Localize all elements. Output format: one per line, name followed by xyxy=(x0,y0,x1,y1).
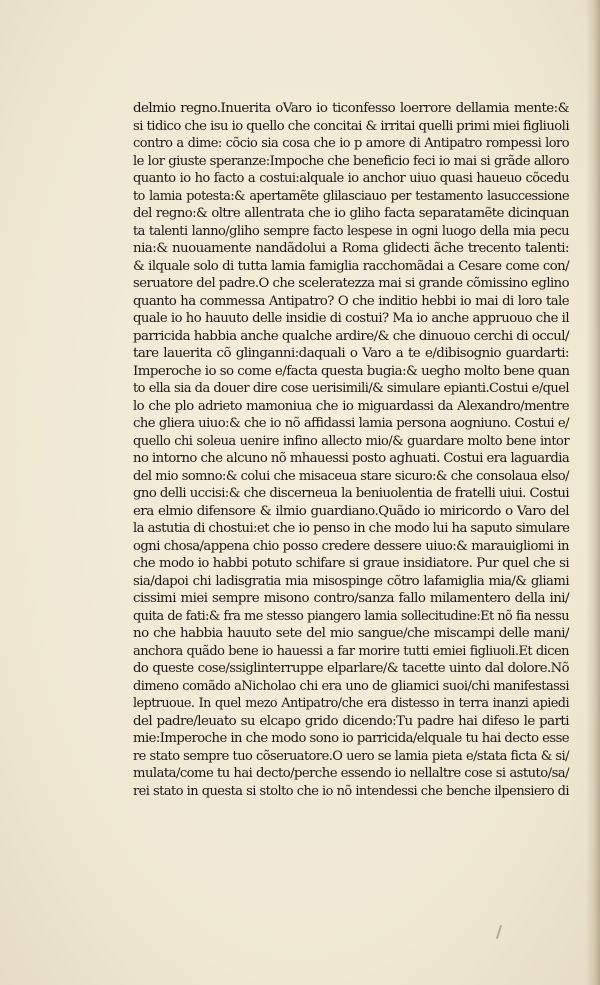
text-line: quale io ho hauuto delle insidie di costui? Ma io anche appruouo che il xyxy=(133,311,569,326)
text-line: Imperoche io so come e/facta questa bugia:& uegho molto bene quan xyxy=(133,363,570,379)
text-line: do queste cose/ssiglinterruppe elparlare/& tacette uinto dal dolore.Nõ xyxy=(133,661,569,676)
text-line: ta talenti lanno/gliho sempre facto lespese in ogni luogo della mia pecu xyxy=(133,223,569,239)
text-line: lo che plo adrieto mamoniua che io miguardassi da Alexandro/mentre xyxy=(133,398,569,414)
text-line: rei stato in questa si stolto che io nõ intendessi che benche ilpensiero di xyxy=(133,783,569,799)
text-line: la astutia di chostui:et che io penso in che modo lui ha saputo simulare xyxy=(133,521,570,536)
text-line: che gliera uiuo:& che io nõ affidassi lamia persona aogniuno. Costui e/ xyxy=(133,416,569,431)
text-line: del mio somno:& colui che misaceua stare sicuro:& che consolaua elso/ xyxy=(133,468,569,484)
text-line: ogni chosa/appena chio posso credere dessere uiuo:& marauigliomi in xyxy=(133,538,569,554)
text-line: quita de fati:& fra me stesso piangero lamia sollecitudine:Et nõ fia nessu xyxy=(133,608,569,624)
text-line: si tidico che isu io quello che concitai & irritai quelli primi miei figliuoli xyxy=(133,118,569,134)
text-line: contro a dime: cõcio sia cosa che io p amore di Antipatro rompessi loro xyxy=(133,136,569,151)
text-line: era elmio difensore & ilmio guardiano.Quãdo io miricordo o Varo del xyxy=(133,503,569,519)
text-line: quanto ha commessa Antipatro? O che inditio hebbi io mai di loro tale xyxy=(133,293,569,309)
ink-mark xyxy=(496,925,502,939)
text-line: del padre/leuato su elcapo grido dicendo:Tu padre hai difeso le parti xyxy=(133,713,569,729)
text-line: mie:Imperoche in che modo sono io parricida/elquale tu hai decto esse xyxy=(133,731,570,746)
text-line: le lor giuste speranze:Impoche che beneficio feci io mai si grãde alloro xyxy=(133,153,569,169)
text-line: anchora quãdo bene io hauessi a far morire tutti emiei figliuoli.Et dicen xyxy=(133,643,569,659)
text-block xyxy=(133,100,569,800)
page-edge-shadow xyxy=(586,0,600,985)
text-line: to lamia potesta:& apertamẽte glilasciauo per testamento lasuccessione xyxy=(133,188,569,204)
text-line: del regno:& oltre allentrata che io gliho facta separatamẽte dicinquan xyxy=(133,206,569,221)
text-line: sia/dapoi chi ladisgratia mia misospinge cõtro lafamiglia mia/& gliami xyxy=(133,573,569,589)
text-line: che modo io habbi potuto schifare si graue insidiatore. Pur quel che si xyxy=(133,556,569,571)
text-line: seruatore del padre.O che sceleratezza mai si grande cõmissino eglino xyxy=(133,276,569,291)
text-line: to ella sia da douer dire cose uerisimili/& simulare epianti.Costui e/quel xyxy=(133,381,569,396)
text-line: quanto io ho facto a costui:alquale io anchor uiuo quasi haueuo cõcedu xyxy=(133,171,569,186)
text-line: tare lauerita cõ glinganni:daquali o Varo a te e/dibisognio guardarti: xyxy=(133,346,569,361)
text-line: gno delli uccisi:& che discerneua la beniuolentia de fratelli uiui. Costui xyxy=(133,486,569,501)
text-line: delmio regno.Inuerita oVaro io ticonfesso loerrore dellamia mente:& xyxy=(133,101,569,116)
text-line: mulata/come tu hai decto/perche essendo io nellaltre cose si astuto/sa/ xyxy=(133,766,569,781)
text-line: re stato sempre tuo cõseruatore.O uero se lamia pieta e/stata ficta & si/ xyxy=(133,748,569,764)
text-line: cissimi miei sempre misono contro/sanza fallo milamentero della ini/ xyxy=(133,591,569,606)
text-line: quello chi soleua uenire infino allecto mio/& guardare molto bene intor xyxy=(133,433,569,449)
text-line: parricida habbia anche qualche ardire/& che dinuouo cerchi di occul/ xyxy=(133,328,569,344)
text-line: no che habbia hauuto sete del mio sangue/che miscampi delle mani/ xyxy=(133,626,569,641)
text-line: dimeno comãdo aNicholao chi era uno de gliamici suoi/chi manifestassi xyxy=(133,678,569,694)
text-line: leptruoue. In quel mezo Antipatro/che era distesso in terra inanzi apiedi xyxy=(133,696,569,711)
text-line: no intorno che alcuno nõ mhauessi posto aghuati. Costui era laguardia xyxy=(133,451,570,466)
text-line: & ilquale solo di tutta lamia famiglia racchomãdai a Cesare come con/ xyxy=(133,258,569,274)
text-line: nia:& nuouamente nandãdolui a Roma glidecti ãche trecento talenti: xyxy=(133,241,569,256)
